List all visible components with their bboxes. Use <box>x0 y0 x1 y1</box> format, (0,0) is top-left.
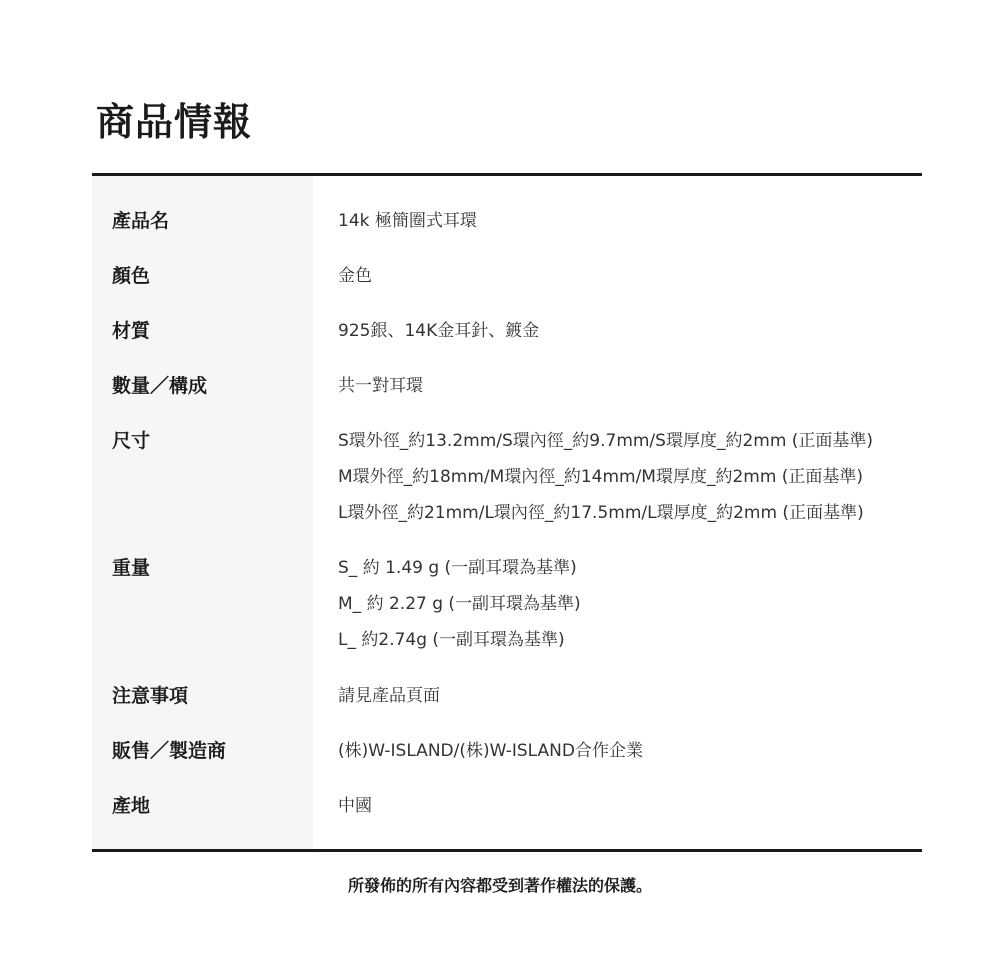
value-line: 925銀、14K金耳針、鍍金 <box>338 321 540 341</box>
row-value <box>338 788 372 824</box>
row-value <box>338 678 440 714</box>
value-line: L_ 約2.74g (一副耳環為基準) <box>338 630 565 650</box>
value-line: 請見產品頁面 <box>338 686 440 706</box>
row-value <box>338 258 372 294</box>
row-value <box>338 550 581 658</box>
row-label: 材質 <box>112 320 151 342</box>
row-value <box>338 423 873 531</box>
value-line: L環外徑_約21mm/L環內徑_約17.5mm/L環厚度_約2mm (正面基準) <box>338 503 864 523</box>
row-value <box>338 203 477 239</box>
row-label: 產品名 <box>112 210 170 232</box>
value-line: 金色 <box>338 266 372 286</box>
copyright-notice: 所發佈的所有內容都受到著作權法的保護。 <box>347 876 652 895</box>
row-value <box>338 733 643 769</box>
value-line: 共一對耳環 <box>338 376 423 396</box>
value-line: S_ 約 1.49 g (一副耳環為基準) <box>338 558 577 578</box>
row-label: 產地 <box>112 795 151 817</box>
value-line: (株)W-ISLAND/(株)W-ISLAND合作企業 <box>338 741 643 761</box>
page-title: 商品情報 <box>96 100 253 144</box>
value-line: M_ 約 2.27 g (一副耳環為基準) <box>338 594 581 614</box>
value-line: S環外徑_約13.2mm/S環內徑_約9.7mm/S環厚度_約2mm (正面基準) <box>338 431 874 451</box>
product-info-table <box>92 173 922 852</box>
row-label: 數量／構成 <box>112 375 208 397</box>
row-label: 重量 <box>112 557 151 579</box>
row-value <box>338 313 539 349</box>
row-label: 注意事項 <box>112 685 189 707</box>
value-line: 14k 極簡圈式耳環 <box>338 211 477 231</box>
row-label: 尺寸 <box>112 430 151 452</box>
row-label: 顏色 <box>112 265 151 287</box>
row-label: 販售／製造商 <box>112 740 227 762</box>
value-line: M環外徑_約18mm/M環內徑_約14mm/M環厚度_約2mm (正面基準) <box>338 467 864 487</box>
row-value <box>338 368 423 404</box>
value-line: 中國 <box>338 796 372 816</box>
